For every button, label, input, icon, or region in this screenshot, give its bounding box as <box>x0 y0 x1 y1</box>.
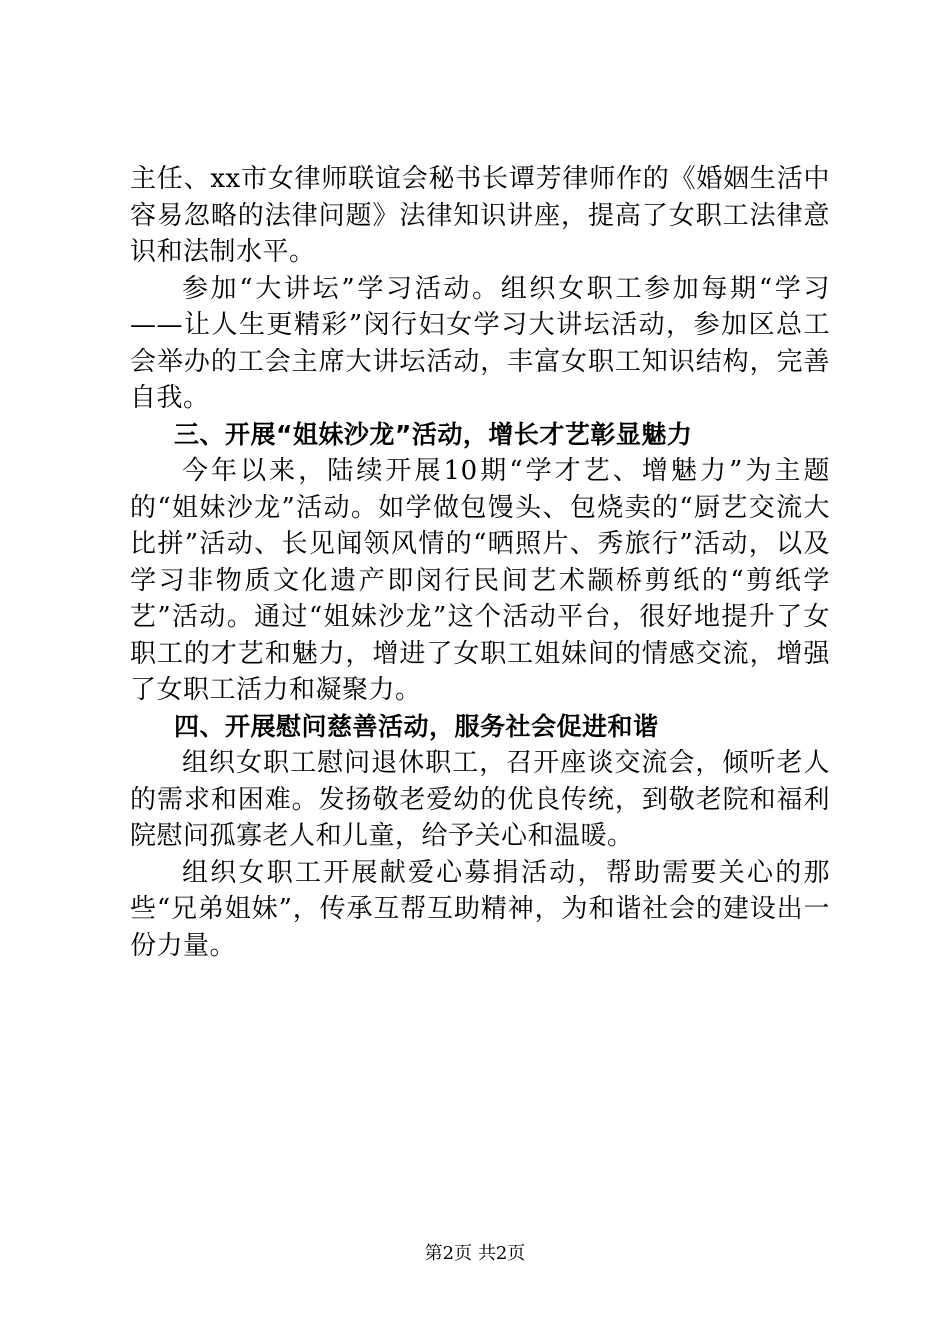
page-number-footer: 第2页 共2页 <box>424 1243 526 1264</box>
section-heading-four: 四、开展慰问慈善活动，服务社会促进和谐 <box>174 711 659 741</box>
document-body <box>130 161 830 964</box>
section-heading-three: 三、开展“姐妹沙龙”活动，增长才艺彰显魅力 <box>174 419 693 449</box>
paragraph-charity-donation: 组织女职工开展献爱心募捐活动，帮助需要关心的那些“兄弟姐妹”，传承互帮互助精神，为和谐社会的建设出一份力量。 <box>130 857 830 961</box>
paragraph-lecture-forum: 参加“大讲坛”学习活动。组织女职工参加每期“学习——让人生更精彩”闵行妇女学习大讲坛活动，参加区总工会举办的工会主席大讲坛活动，丰富女职工知识结构，完善自我。 <box>130 273 830 413</box>
paragraph-elderly-visits: 组织女职工慰问退休职工，召开座谈交流会，倾听老人的需求和困难。发扬敬老爱幼的优良传统，到敬老院和福利院慰问孤寡老人和儿童，给予关心和温暖。 <box>130 748 830 851</box>
paragraph-law-lecture: 主任、xx市女律师联谊会秘书长谭芳律师作的《婚姻生活中容易忽略的法律问题》法律知识讲座，提高了女职工法律意识和法制水平。 <box>130 164 830 267</box>
paragraph-sisters-salon: 今年以来，陆续开展10期“学才艺、增魅力”为主题的“姐妹沙龙”活动。如学做包馒头、包烧卖的“厨艺交流大比拼”活动、长见闻领风情的“晒照片、秀旅行”活动，以及学习非物质文化遗产即闵行民间艺术颛桥剪纸的“剪纸学艺”活动。通过“姐妹沙龙”这个活动平台，很好地提升了女职工的才艺和魅力，增进了女职工姐妹间的情感交流，增强了女职工活力和凝聚力。 <box>130 456 830 705</box>
